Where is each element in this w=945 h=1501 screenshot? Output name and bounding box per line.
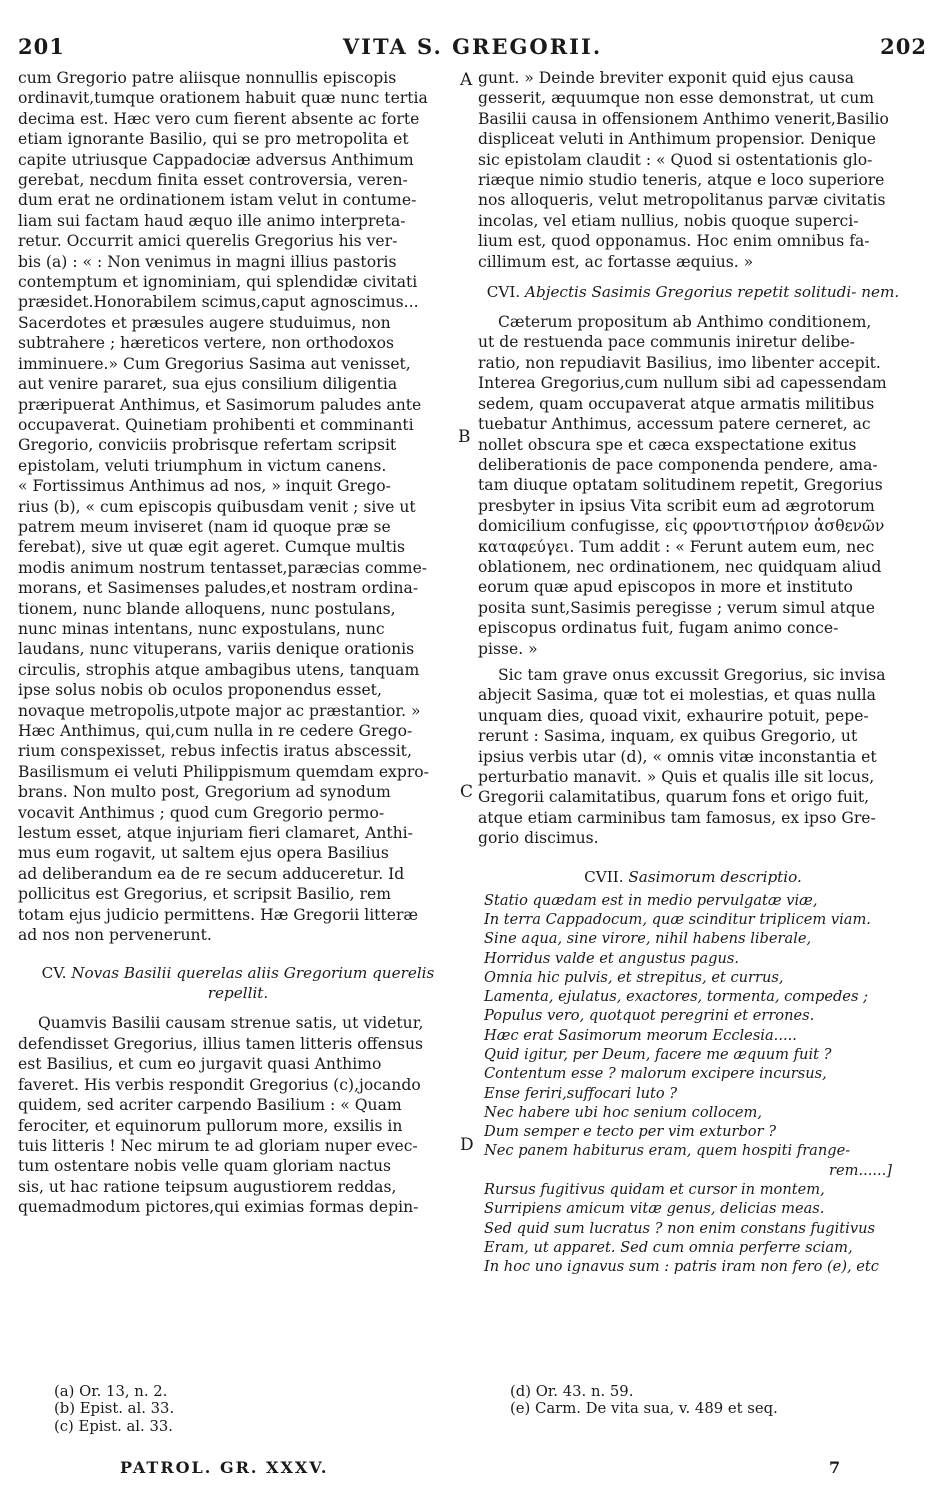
text-line: Basilii causa in offensionem Anthimo venerit,Basilio bbox=[478, 109, 889, 128]
margin-letter-d: D bbox=[460, 1135, 474, 1155]
section-cvi-number: CVI. bbox=[486, 283, 521, 302]
text-line: nunc minas intentans, nunc expostulans, nunc bbox=[18, 619, 385, 638]
text-line: patrem meum inviseret (nam id quoque præ se bbox=[18, 517, 391, 536]
text-line: rerunt : Sasima, inquam, ex quibus Gregorio, ut bbox=[478, 727, 858, 746]
text-line: deliberationis de pace componenda pendere, ama- bbox=[478, 455, 878, 474]
text-line: Gregorio, conviciis probrisque refertam scripsit bbox=[18, 436, 397, 455]
text-line: καταφεύγει. Tum addit : « Ferunt autem eum, nec bbox=[478, 537, 875, 556]
text-line: quidem, sed acriter carpendo Basilium : « Quam bbox=[18, 1096, 402, 1115]
verse-line: Sine aqua, sine virore, nihil habens liberale, bbox=[484, 930, 812, 948]
margin-letter-b: B bbox=[458, 427, 471, 447]
text-line: defendisset Gregorius, illius tamen litteris offensus bbox=[18, 1034, 424, 1053]
text-line: subtrahere ; hæreticos vertere, non orthodoxos bbox=[18, 334, 394, 353]
running-title: VITA S. GREGORII. bbox=[342, 34, 603, 59]
text-line: morans, et Sasimenses paludes,et nostram ordina- bbox=[18, 579, 419, 598]
text-line: rium conspexisset, rebus infectis iratus abscessit, bbox=[18, 742, 412, 761]
text-line: aut venire pararet, sua ejus consilium diligentia bbox=[18, 375, 398, 394]
right-column bbox=[478, 68, 908, 1277]
section-cvii-title: Sasimorum descriptio. bbox=[628, 867, 802, 886]
text-line: capite utriusque Cappadociæ adversus Anthimum bbox=[18, 150, 414, 169]
section-cvi-title: Abjectis Sasimis Gregorius repetit solitudi- nem. bbox=[525, 283, 900, 302]
text-line: tuis litteris ! Nec mirum te ad gloriam nuper evec- bbox=[18, 1136, 418, 1155]
text-line: ipse solus nobis ob oculos proponendus esset, bbox=[18, 681, 382, 700]
footnote-c: (c) Epist. al. 33. bbox=[54, 1417, 173, 1435]
footnote-d: (d) Or. 43. n. 59. bbox=[510, 1383, 634, 1400]
footnote-a: (a) Or. 13, n. 2. bbox=[54, 1383, 168, 1400]
section-cvi-heading bbox=[478, 282, 908, 302]
text-line: præripuerat Anthimus, et Sasimorum paludes ante bbox=[18, 395, 422, 414]
section-cvii-heading bbox=[478, 867, 908, 887]
verse-line: Lamenta, ejulatus, exactores, tormenta, compedes ; bbox=[484, 988, 868, 1006]
text-line: cillimum est, ac fortasse æquius. » bbox=[478, 252, 754, 271]
text-line: ratio, non repudiavit Basilius, imo libenter accepit. bbox=[478, 353, 881, 372]
section-cvii-number: CVII. bbox=[584, 867, 624, 886]
text-line: ad deliberandum ea de re secum adduceretur. Id bbox=[18, 864, 405, 883]
text-line: ad nos non pervenerunt. bbox=[18, 926, 212, 945]
text-line: faveret. His verbis respondit Gregorius (c),jocando bbox=[18, 1075, 421, 1094]
right-paragraph-1 bbox=[478, 68, 908, 272]
text-line: gerebat, necdum finita esset controversia, veren- bbox=[18, 171, 408, 190]
left-paragraph-2 bbox=[18, 1013, 458, 1217]
text-line: Sacerdotes et præsules augere studuimus, non bbox=[18, 313, 391, 332]
section-cv-heading bbox=[18, 963, 458, 1003]
verse-line: Quid igitur, per Deum, facere me æquum fuit ? bbox=[484, 1046, 832, 1063]
text-line: Basilismum ei veluti Philippismum quemdam expro- bbox=[18, 762, 429, 781]
text-line: quemadmodum pictores,qui eximias formas depin- bbox=[18, 1198, 419, 1217]
text-line: epistolam, veluti triumphum in victum canens. bbox=[18, 456, 387, 475]
text-line: tum ostentare nobis velle quam gloriam nactus bbox=[18, 1157, 392, 1176]
verse-continuation: rem......] bbox=[829, 1161, 892, 1179]
text-line: tionem, nunc blande alloquens, nunc postulans, bbox=[18, 599, 396, 618]
verse-line: Hæc erat Sasimorum meorum Ecclesia..... bbox=[484, 1026, 797, 1044]
text-line: Interea Gregorius,cum nullum sibi ad capessendam bbox=[478, 374, 887, 393]
section-cv-title: Novas Basilii querelas aliis Gregorium querelis repellit. bbox=[71, 964, 435, 1003]
verse-line: In hoc uno ignavus sum : patris iram non fero (e), etc bbox=[484, 1258, 879, 1276]
text-line: gunt. » Deinde breviter exponit quid ejus causa bbox=[478, 69, 855, 87]
text-line: cum Gregorio patre aliisque nonnullis episcopis bbox=[18, 69, 397, 87]
text-line: Sic tam grave onus excussit Gregorius, sic invisa bbox=[498, 665, 886, 684]
verse-line: Contentum esse ? malorum excipere incursus, bbox=[484, 1065, 827, 1083]
verse-line: Dum semper e tecto per vim exturbor ? bbox=[484, 1123, 777, 1141]
text-line: lestum esset, atque injuriam fieri clamaret, Anthi- bbox=[18, 824, 413, 843]
verse-line: Omnia hic pulvis, et strepitus, et currus, bbox=[484, 968, 784, 986]
verse-line: Eram, ut apparet. Sed cum omnia perferre sciam, bbox=[484, 1238, 853, 1256]
text-line: perturbatio manavit. » Quis et qualis ille sit locus, bbox=[478, 768, 875, 786]
text-line: circulis, strophis atque ambagibus utens, tanquam bbox=[18, 660, 420, 679]
text-line: ut de restuenda pace communis iniretur delibe- bbox=[478, 333, 855, 352]
text-line: episcopus ordinatus fuit, fugam animo conce- bbox=[478, 619, 839, 638]
left-column bbox=[18, 68, 458, 1218]
right-footnotes bbox=[510, 1383, 778, 1418]
text-line: Cæterum propositum ab Anthimo conditionem, bbox=[498, 313, 872, 332]
text-line: nollet obscura spe et cæca exspectatione exitus bbox=[478, 435, 857, 454]
text-line: est Basilius, et cum eo jurgavit quasi Anthimo bbox=[18, 1055, 382, 1074]
text-line: oblationem, nec ordinationem, nec quidquam aliud bbox=[478, 557, 882, 576]
text-line: novaque metropolis,utpote major ac præstantior. » bbox=[18, 701, 421, 720]
text-line: præsidet.Honorabilem scimus,caput agnoscimus... bbox=[18, 293, 419, 312]
text-line: Gregorii calamitatibus, quarum fons et origo fuit, bbox=[478, 788, 870, 807]
text-line: sedem, quam occupaverat atque armatis militibus bbox=[478, 394, 875, 413]
text-line: dum erat ne ordinationem istam velut in contume- bbox=[18, 191, 417, 210]
text-line: pisse. » bbox=[478, 639, 538, 658]
text-line: Quamvis Basilii causam strenue satis, ut videtur, bbox=[38, 1014, 424, 1033]
text-line: gesserit, æquumque non esse demonstrat, ut cum bbox=[478, 89, 875, 108]
text-line: ordinavit,tumque orationem habuit quæ nunc tertia bbox=[18, 89, 428, 108]
text-line: liam sui factam haud æquo ille animo interpreta- bbox=[18, 211, 406, 230]
verse-line: Nec panem habiturus eram, quem hospiti frange- bbox=[484, 1142, 851, 1160]
text-line: ferebat), sive ut quæ egit ageret. Cumque multis bbox=[18, 538, 405, 557]
text-line: presbyter in ipsius Vita scribit eum ad ægrotorum bbox=[478, 496, 875, 515]
text-line: sis, ut hac ratione teipsum augustiorem reddas, bbox=[18, 1177, 397, 1196]
margin-letter-c: C bbox=[460, 782, 474, 802]
text-line: totam ejus judicio permittens. Hæ Gregorii litteræ bbox=[18, 905, 419, 924]
text-line: imminuere.» Cum Gregorius Sasima aut venisset, bbox=[18, 354, 411, 373]
left-footnotes bbox=[54, 1383, 174, 1435]
text-line: brans. Non multo post, Gregorium ad synodum bbox=[18, 783, 391, 802]
text-line: gorio discimus. bbox=[478, 829, 599, 848]
text-line: incolas, vel etiam nullius, nobis quoque superci- bbox=[478, 211, 859, 230]
text-line: vocavit Anthimus ; quod cum Gregorio permo- bbox=[18, 803, 385, 822]
margin-letter-a: A bbox=[460, 70, 473, 90]
text-line: retur. Occurrit amici querelis Gregorius his ver- bbox=[18, 232, 398, 251]
text-line: eorum quæ apud episcopos in more et instituto bbox=[478, 578, 853, 597]
text-line: displiceat veluti in Anthimum propensior. Denique bbox=[478, 130, 876, 149]
verse-lines-1 bbox=[484, 891, 908, 1161]
text-line: unquam dies, quoad vixit, exhaurire potuit, pepe- bbox=[478, 706, 869, 725]
text-line: etiam ignorante Basilio, qui se pro metropolita et bbox=[18, 130, 409, 149]
text-line: bis (a) : « : Non venimus in magni illius pastoris bbox=[18, 252, 397, 271]
text-line: ferociter, et equinorum pullorum more, exsilis in bbox=[18, 1116, 403, 1135]
right-paragraph-3 bbox=[478, 665, 908, 849]
verse-line: Statio quædam est in medio pervulgatæ viæ, bbox=[484, 891, 818, 909]
verse-line: Populus vero, quotquot peregrini et errones. bbox=[484, 1007, 815, 1025]
text-line: occupaverat. Quinetiam prohibenti et comminanti bbox=[18, 415, 414, 434]
left-page-number: 201 bbox=[18, 34, 65, 59]
running-header bbox=[18, 34, 927, 64]
footnote-b: (b) Epist. al. 33. bbox=[54, 1400, 175, 1418]
text-line: nos alloqueris, velut metropolitanus parvæ civitatis bbox=[478, 191, 886, 210]
text-line: abjecit Sasima, quæ tot ei molestias, et quas nulla bbox=[478, 686, 876, 705]
verse-line: Rursus fugitivus quidam et cursor in montem, bbox=[484, 1181, 825, 1199]
text-line: pollicitus est Gregorius, et scripsit Basilio, rem bbox=[18, 885, 392, 904]
verse-block bbox=[478, 891, 908, 1277]
text-line: riæque nimio studio teneris, atque e loco superiore bbox=[478, 171, 885, 190]
verse-line: Horridus valde et angustus pagus. bbox=[484, 949, 740, 967]
text-line: contemptum et ignominiam, qui splendidæ civitati bbox=[18, 273, 418, 292]
text-line: tuebatur Anthimus, accessum patere cerneret, ac bbox=[478, 415, 871, 434]
text-line: ipsius verbis utar (d), « omnis vitæ inconstantia et bbox=[478, 747, 877, 766]
text-line: laudans, nunc vituperans, variis denique orationis bbox=[18, 640, 415, 659]
text-line: lium est, quod opponamus. Hoc enim omnibus fa- bbox=[478, 232, 870, 251]
footer-sheet-number: 7 bbox=[829, 1458, 841, 1477]
verse-line: Sed quid sum lucratus ? non enim constans fugitivus bbox=[484, 1219, 875, 1237]
text-line: mus eum rogavit, ut saltem ejus opera Basilius bbox=[18, 844, 389, 863]
text-line: posita sunt,Sasimis peregisse ; verum simul atque bbox=[478, 598, 876, 617]
text-line: Hæc Anthimus, qui,cum nulla in re cedere Grego- bbox=[18, 722, 413, 740]
text-line: « Fortissimus Anthimus ad nos, » inquit Grego- bbox=[18, 477, 391, 496]
left-paragraph-1 bbox=[18, 68, 458, 945]
text-line: decima est. Hæc vero cum fierent absente ac forte bbox=[18, 109, 420, 128]
right-paragraph-2 bbox=[478, 312, 908, 659]
text-line: domicilium confugisse, εἰς φροντιστήριον ἀσθενῶν bbox=[478, 517, 885, 536]
footnote-e: (e) Carm. De vita sua, v. 489 et seq. bbox=[510, 1400, 778, 1418]
right-page-number: 202 bbox=[880, 34, 927, 59]
text-line: tam diuque optatam solitudinem repetit, Gregorius bbox=[478, 476, 883, 495]
verse-line: Nec habere ubi hoc senium collocem, bbox=[484, 1103, 763, 1121]
verse-lines-2 bbox=[484, 1180, 908, 1276]
verse-line: Surripiens amicum vitæ genus, delicias meas. bbox=[484, 1200, 825, 1218]
text-line: atque etiam carminibus tam famosus, ex ipso Gre- bbox=[478, 808, 876, 827]
section-cv-number: CV. bbox=[41, 964, 67, 983]
verse-line: In terra Cappadocum, quæ scinditur triplicem viam. bbox=[484, 910, 871, 928]
text-line: sic epistolam claudit : « Quod si ostentationis glo- bbox=[478, 150, 873, 169]
footer-signature: PATROL. GR. XXXV. bbox=[120, 1458, 329, 1477]
verse-line: Ense feriri,suffocari luto ? bbox=[484, 1084, 678, 1102]
text-line: modis animum nostrum tentasset,paræcias comme- bbox=[18, 558, 428, 577]
text-line: rius (b), « cum episcopis quibusdam venit ; sive ut bbox=[18, 497, 416, 516]
